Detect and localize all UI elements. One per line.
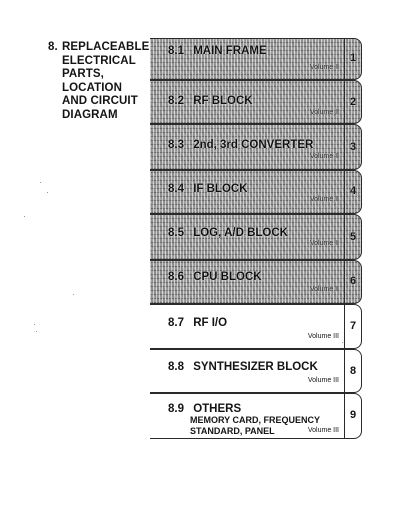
tab-subtitle: STANDARD, PANEL (190, 426, 275, 436)
tab-rf-block[interactable] (150, 80, 362, 124)
section-title: REPLACEABLE ELECTRICAL PARTS, LOCATION AND CIRCUIT DIAGRAM (62, 41, 150, 121)
tab-number: 8.8 (168, 361, 184, 373)
tab-number: 8.9 (168, 403, 184, 415)
tab-index: 1 (349, 52, 357, 64)
tab-index: 4 (349, 185, 357, 197)
tab-main-frame[interactable] (150, 38, 362, 80)
tab-rf-io[interactable] (150, 304, 362, 349)
scan-speck (40, 182, 41, 183)
scan-speck (36, 331, 37, 332)
tab-volume: Volume II (309, 153, 339, 160)
tab-number: 8.6 (168, 271, 184, 283)
tab-title: SYNTHESIZER BLOCK (193, 361, 318, 373)
tab-cpu-block[interactable] (150, 260, 362, 304)
tab-log-ad-block[interactable] (150, 214, 362, 260)
tab-title: RF BLOCK (193, 95, 253, 107)
tab-2nd-3rd-converter[interactable] (150, 124, 362, 170)
tab-volume: Volume II (309, 240, 339, 247)
tab-number: 8.1 (168, 45, 184, 57)
tab-index: 2 (349, 96, 357, 108)
tab-index: 7 (349, 320, 357, 332)
tab-number: 8.7 (168, 317, 184, 329)
scan-speck (24, 216, 25, 217)
tab-number: 8.5 (168, 227, 184, 239)
tab-index: 5 (349, 231, 357, 243)
tab-index: 8 (349, 365, 357, 377)
section-number: 8. (48, 41, 58, 53)
tab-subtitle: MEMORY CARD, FREQUENCY (190, 415, 321, 425)
scan-speck (73, 294, 74, 295)
tab-volume: Volume III (307, 427, 339, 434)
tab-index: 9 (349, 409, 357, 421)
tab-volume: Volume II (309, 286, 339, 293)
tab-number: 8.2 (168, 95, 184, 107)
tab-volume: Volume III (307, 377, 339, 384)
tab-volume: Volume II (309, 64, 339, 71)
tab-title: OTHERS (193, 403, 242, 415)
tab-number: 8.3 (168, 139, 184, 151)
scan-speck (342, 342, 343, 343)
tab-title: RF I/O (193, 317, 228, 329)
scan-speck (34, 324, 35, 325)
tab-volume: Volume II (309, 196, 339, 203)
tab-title: LOG, A/D BLOCK (193, 227, 288, 239)
tab-others[interactable] (150, 393, 362, 439)
tab-volume: Volume III (307, 333, 339, 340)
tab-volume: Volume II (309, 109, 339, 116)
tab-number: 8.4 (168, 183, 184, 195)
tab-synthesizer-block[interactable] (150, 349, 362, 393)
tab-if-block[interactable] (150, 170, 362, 214)
tab-title: MAIN FRAME (193, 45, 267, 57)
tab-index: 3 (349, 141, 357, 153)
tab-title: 2nd, 3rd CONVERTER (193, 139, 314, 151)
tab-title: CPU BLOCK (193, 271, 262, 283)
tab-index: 6 (349, 275, 357, 287)
tab-title: IF BLOCK (193, 183, 248, 195)
scan-speck (47, 192, 48, 193)
